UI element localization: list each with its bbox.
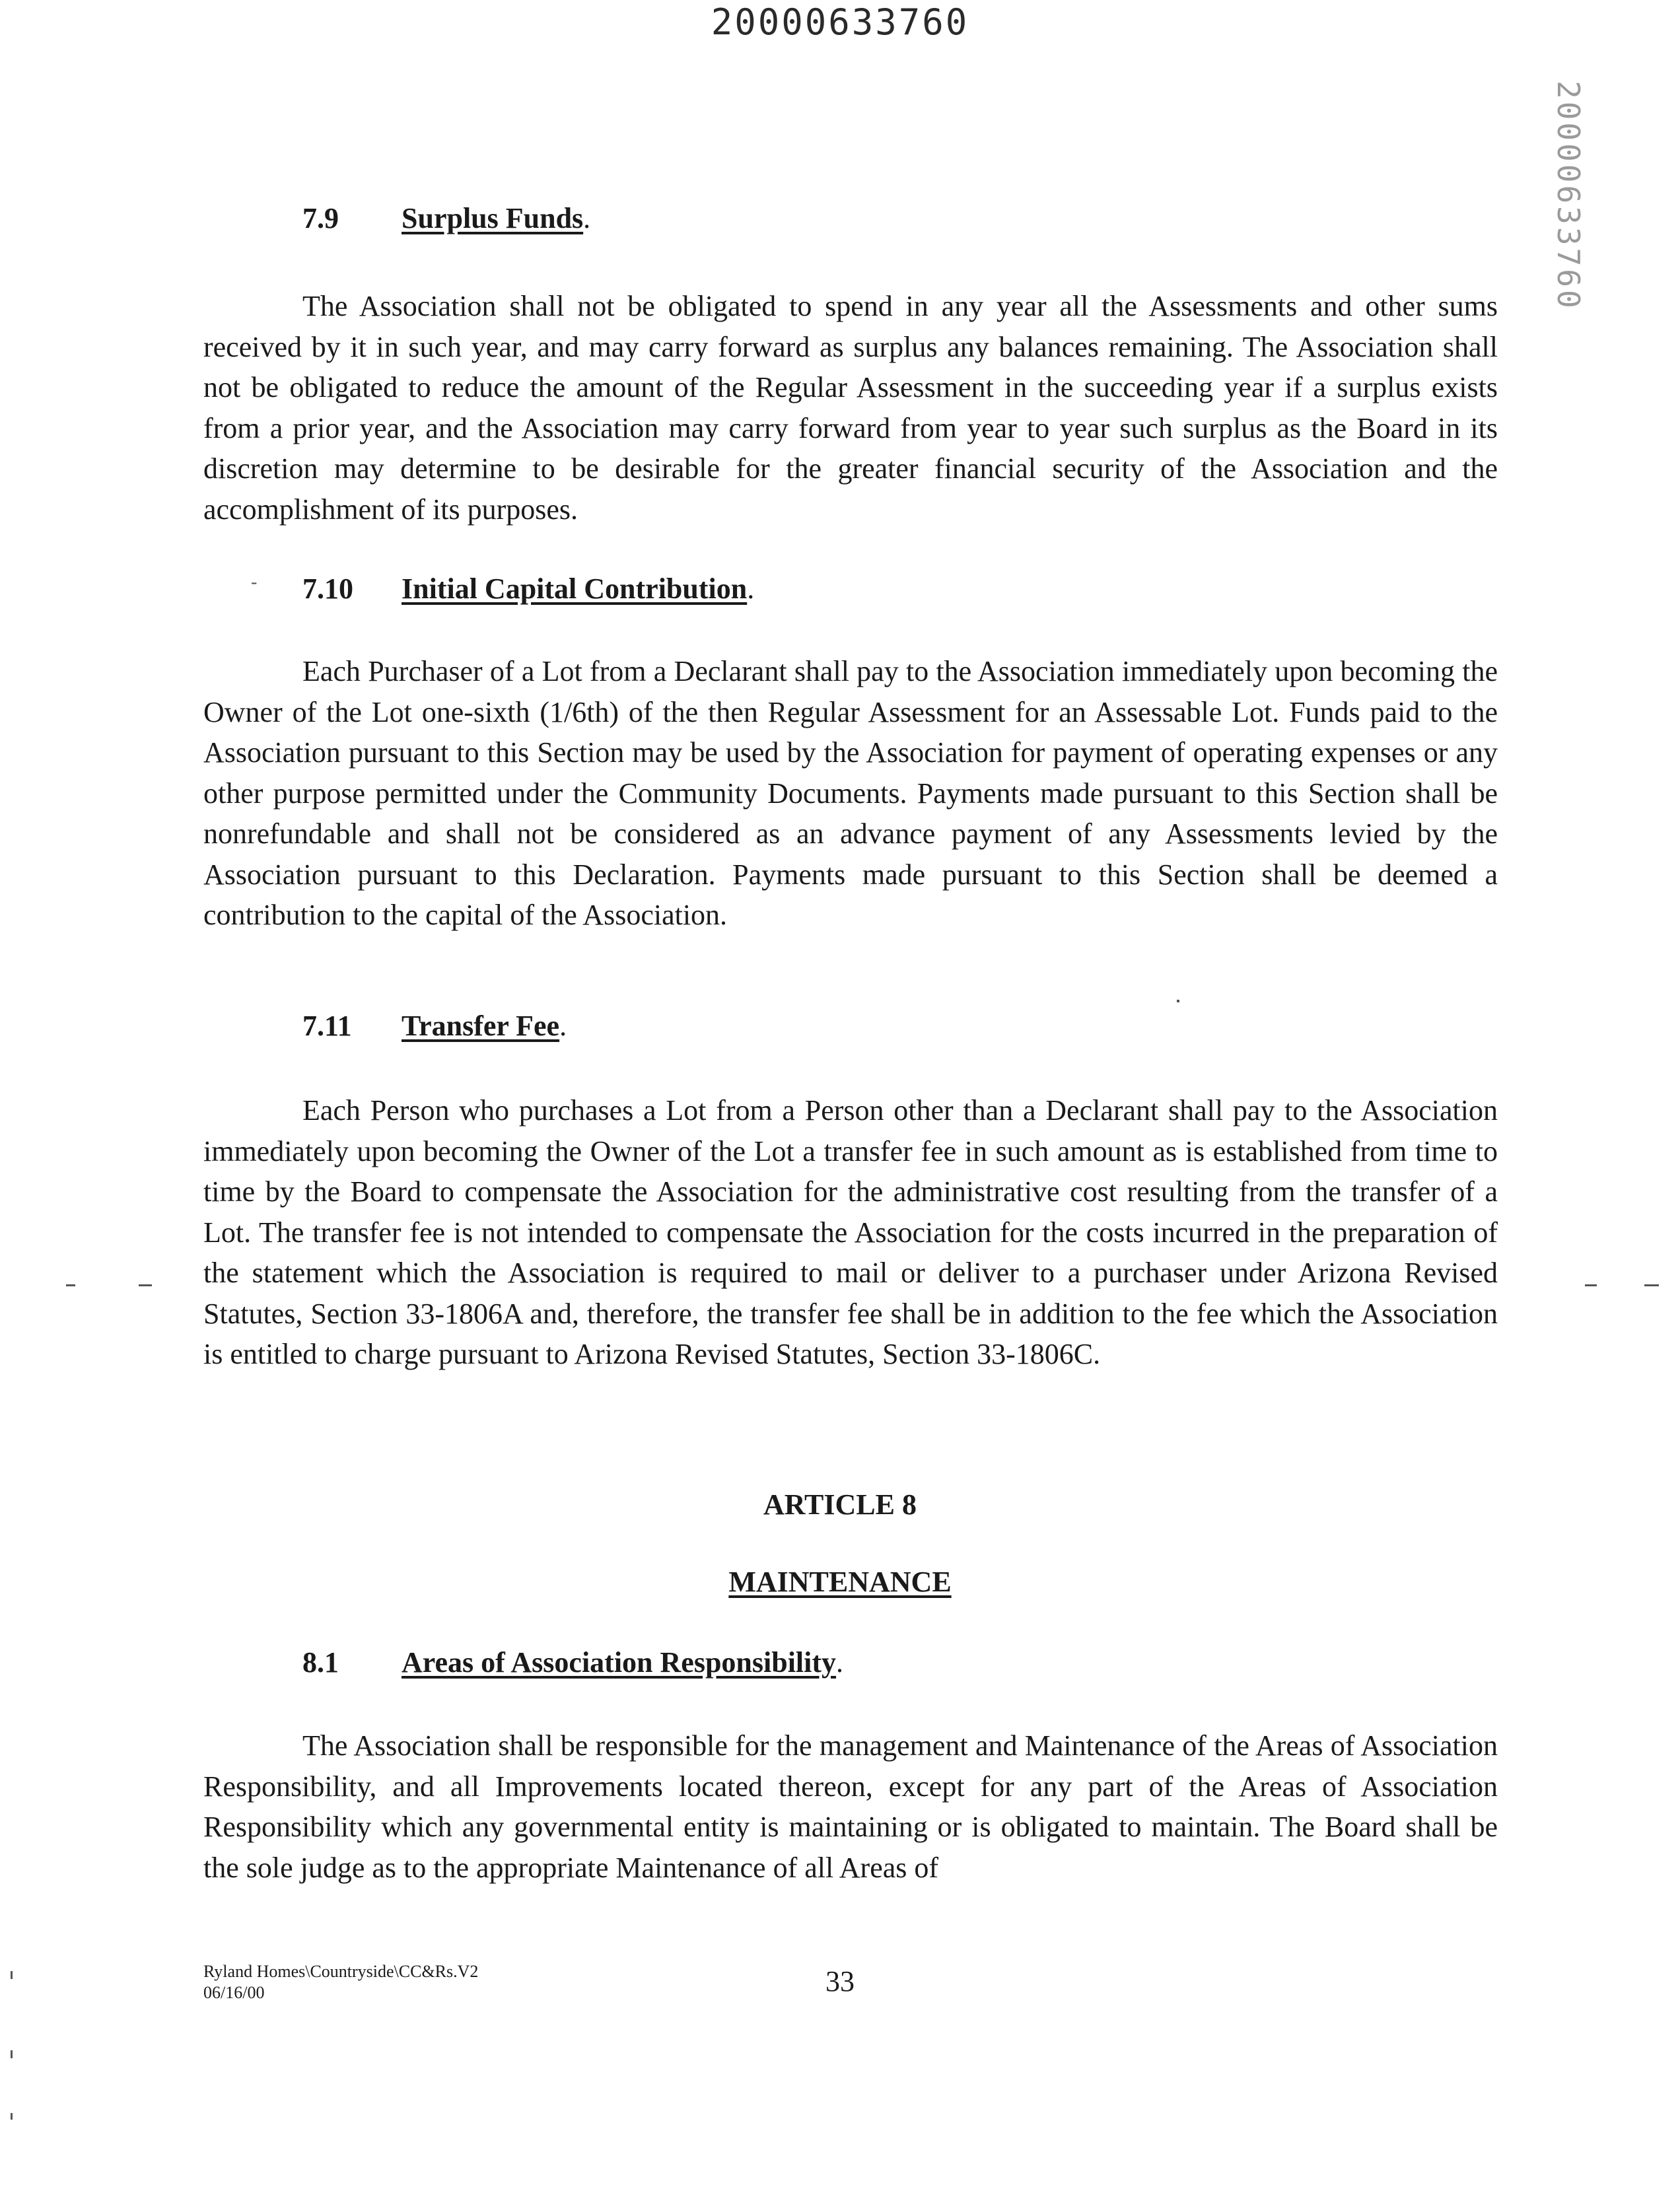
section-number: 7.10 — [302, 573, 353, 605]
article-title: MAINTENANCE — [728, 1566, 952, 1598]
footer-date: 06/16/00 — [203, 1983, 265, 2002]
section-heading-7-9: 7.9 Surplus Funds. — [302, 202, 591, 234]
scan-mark — [11, 2050, 13, 2058]
section-heading-7-10: 7.10 Initial Capital Contribution. — [302, 573, 755, 605]
scan-mark — [1585, 1284, 1597, 1286]
section-body-7-9: The Association shall not be obligated to spend in any year all the Assessments and other sums received by it in such year, and may carry forward as surplus any balances remaining. The Association shall not be obligated to reduce the amount of the Regular Assessment in the succeeding year if a surplus exists from a prior year, and the Association may carry forward from year to year such surplus as the Board in its discretion may determine to be desirable for the greater financial security of the Association and the accomplishment of its purposes. — [203, 290, 1498, 526]
section-body-7-11: Each Person who purchases a Lot from a Person other than a Declarant shall pay to the Association immediately upon becoming the Owner of the Lot a transfer fee in such amount as is established from time to time by the Board to compensate the Association for the administrative cost resulting from the transfer of a Lot. The transfer fee is not intended to compensate the Association for the costs incurred in the preparation of the statement which the Association is required to mail or deliver to a purchaser under Arizona Revised Statutes, Section 33-1806A and, therefore, the transfer fee shall be in addition to the fee which the Association is entitled to charge pursuant to Arizona Revised Statutes, Section 33-1806C. — [203, 1094, 1498, 1370]
footer-file-path: Ryland Homes\Countryside\CC&Rs.V2 — [203, 1962, 479, 1981]
section-number: 7.9 — [302, 202, 339, 234]
document-number: 20000633760 — [711, 1, 969, 43]
section-heading-7-11: 7.11 Transfer Fee. — [302, 1010, 567, 1042]
scan-mark — [1644, 1284, 1659, 1286]
section-number: 8.1 — [302, 1646, 339, 1679]
article-label: ARTICLE 8 — [763, 1488, 917, 1521]
section-number: 7.11 — [302, 1010, 352, 1042]
section-title: Areas of Association Responsibility — [402, 1646, 837, 1679]
scan-mark — [11, 1971, 13, 1979]
section-heading-8-1: 8.1 Areas of Association Responsibility. — [302, 1646, 844, 1679]
section-title: Surplus Funds — [402, 202, 584, 234]
page-number: 33 — [825, 1965, 855, 1997]
scan-mark — [139, 1284, 152, 1286]
section-body-8-1: The Association shall be responsible for the management and Maintenance of the Areas of Association Responsibility, and all Improvements located thereon, except for any part of the Areas of Association Responsibility which any governmental entity is maintaining or is obligated to maintain. The Board shall be the sole judge as to the appropriate Maintenance of all Areas of — [203, 1729, 1498, 1884]
scan-mark — [1177, 1000, 1179, 1002]
scan-mark: - — [251, 572, 258, 592]
section-title: Transfer Fee — [402, 1010, 560, 1042]
scan-mark — [11, 2113, 13, 2120]
footer-file-info — [203, 1961, 478, 2003]
section-body-7-10: Each Purchaser of a Lot from a Declarant shall pay to the Association immediately upon becoming the Owner of the Lot one-sixth (1/6th) of the then Regular Assessment for an Assessable Lot. Funds paid to the Association pursuant to this Section may be used by the Association for payment of operating expenses or any other purpose permitted under the Community Documents. Payments made pursuant to this Section shall be nonrefundable and shall not be considered as an advance payment of any Assessments levied by the Association pursuant to this Declaration. Payments made pursuant to this Section shall be deemed a contribution to the capital of the Association. — [203, 655, 1498, 931]
scan-mark — [66, 1284, 75, 1286]
side-stamp — [1539, 79, 1598, 311]
section-title: Initial Capital Contribution — [402, 573, 748, 605]
side-stamp-text: 20000633760 — [1551, 81, 1586, 311]
